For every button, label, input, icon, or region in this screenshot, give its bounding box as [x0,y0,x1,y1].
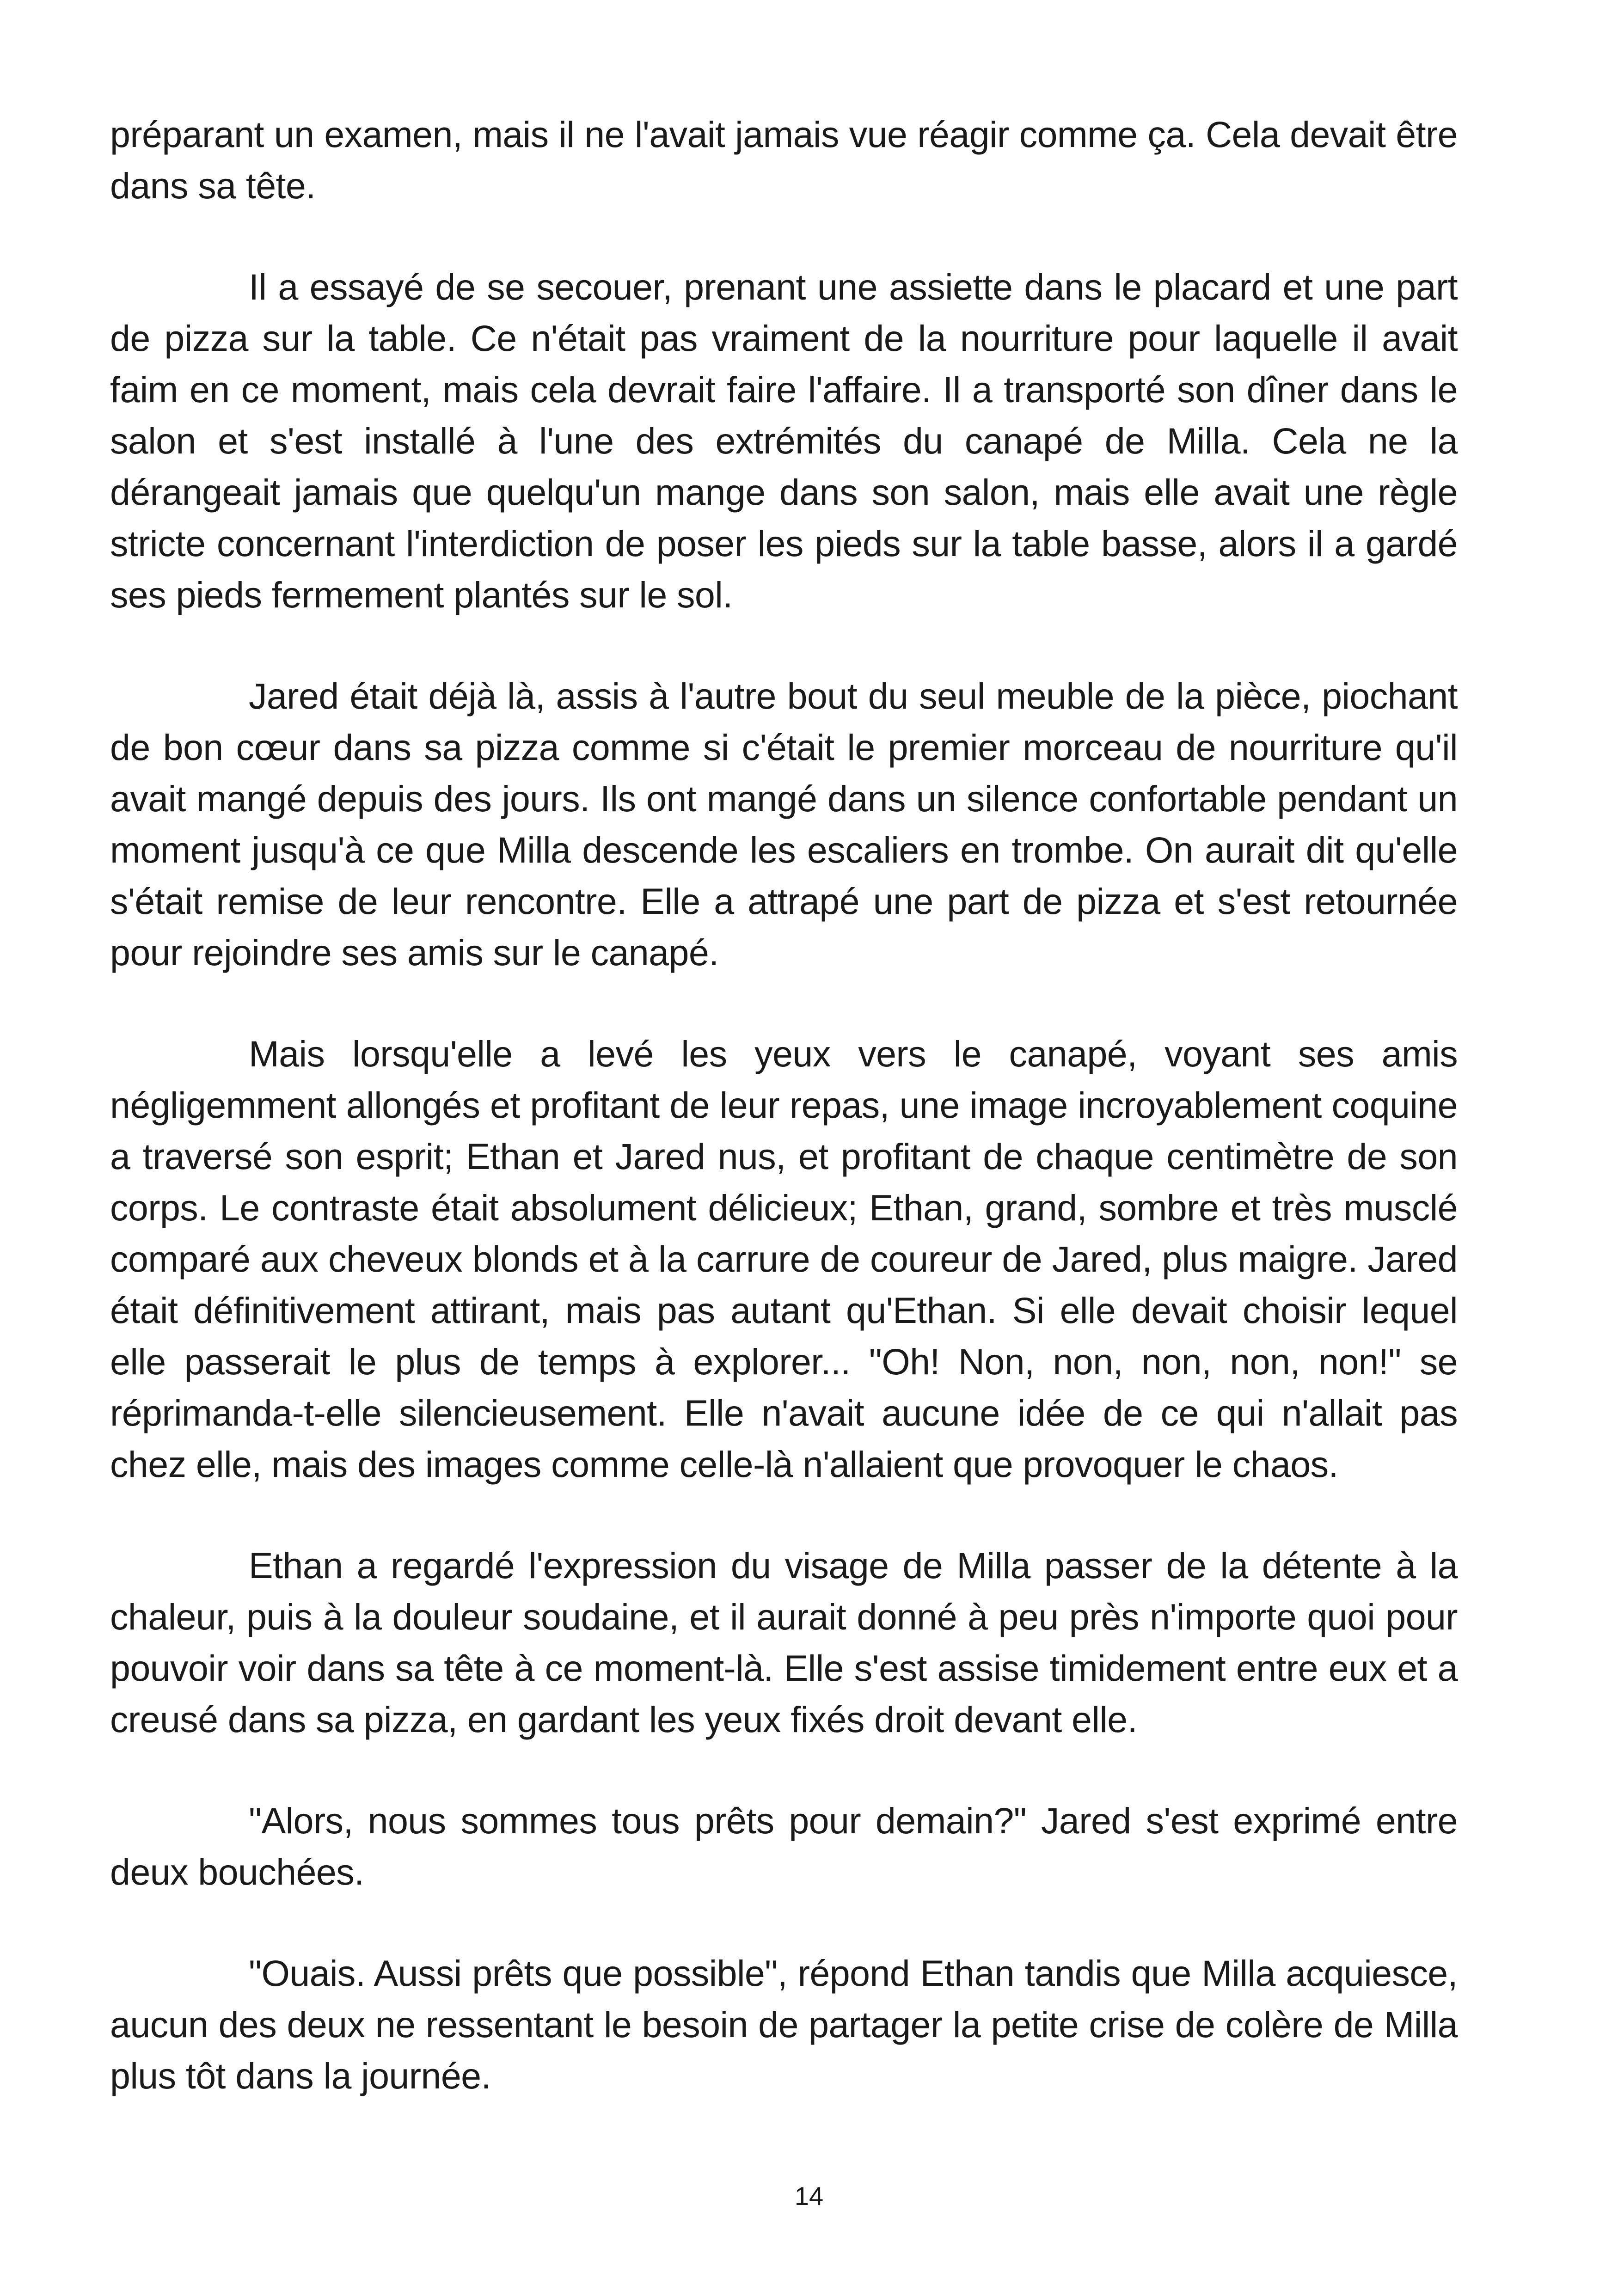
page-number: 14 [794,2181,824,2210]
paragraph-3: Jared était déjà là, assis à l'autre bout du seul meuble de la pièce, piochant de bon cœur dans sa pizza comme si c'était le premier morceau de nourriture qu'il avait mangé depuis des jours. Ils ont mangé dans un silence confortable pendant un moment jusqu'à ce que Milla descende les escaliers en trombe. On aurait dit qu'elle s'était remise de leur rencontre. Elle a attrapé une part de pizza et s'est retournée pour rejoindre ses amis sur le canapé. [110,675,1458,973]
body-text [110,109,1458,2151]
paragraph-1: préparant un examen, mais il ne l'avait jamais vue réagir comme ça. Cela devait être dans sa tête. [110,114,1458,206]
paragraph-2: Il a essayé de se secouer, prenant une assiette dans le placard et une part de pizza sur la table. Ce n'était pas vraiment de la nourriture pour laquelle il avait faim en ce moment, mais cela devrait faire l'affaire. Il a transporté son dîner dans le salon et s'est installé à l'une des extrémités du canapé de Milla. Cela ne la dérangeait jamais que quelqu'un mange dans son salon, mais elle avait une règle stricte concernant l'interdiction de poser les pieds sur la table basse, alors il a gardé ses pieds fermement plantés sur le sol. [110,266,1458,615]
paragraph-4: Mais lorsqu'elle a levé les yeux vers le canapé, voyant ses amis négligemment allongés et profitant de leur repas, une image incroyablement coquine a traversé son esprit; Ethan et Jared nus, et profitant de chaque centimètre de son corps. Le contraste était absolument délicieux; Ethan, grand, sombre et très musclé comparé aux cheveux blonds et à la carrure de coureur de Jared, plus maigre. Jared était définitivement attirant, mais pas autant qu'Ethan. Si elle devait choisir lequel elle passerait le plus de temps à explorer... "Oh! Non, non, non, non, non!" se réprimanda-t-elle silencieusement. Elle n'avait aucune idée de ce qui n'allait pas chez elle, mais des images comme celle-là n'allaient que provoquer le chaos. [110,1033,1458,1485]
paragraph-5: Ethan a regardé l'expression du visage de Milla passer de la détente à la chaleur, puis à la douleur soudaine, et il aurait donné à peu près n'importe quoi pour pouvoir voir dans sa tête à ce moment-là. Elle s'est assise timidement entre eux et a creusé dans sa pizza, en gardant les yeux fixés droit devant elle. [110,1545,1458,1740]
paragraph-7: "Ouais. Aussi prêts que possible", répond Ethan tandis que Milla acquiesce, aucun des deux ne ressentant le besoin de partager la petite crise de colère de Milla plus tôt dans la journée. [110,1953,1458,2096]
paragraph-6: "Alors, nous sommes tous prêts pour demain?" Jared s'est exprimé entre deux bouchées. [110,1800,1458,1892]
